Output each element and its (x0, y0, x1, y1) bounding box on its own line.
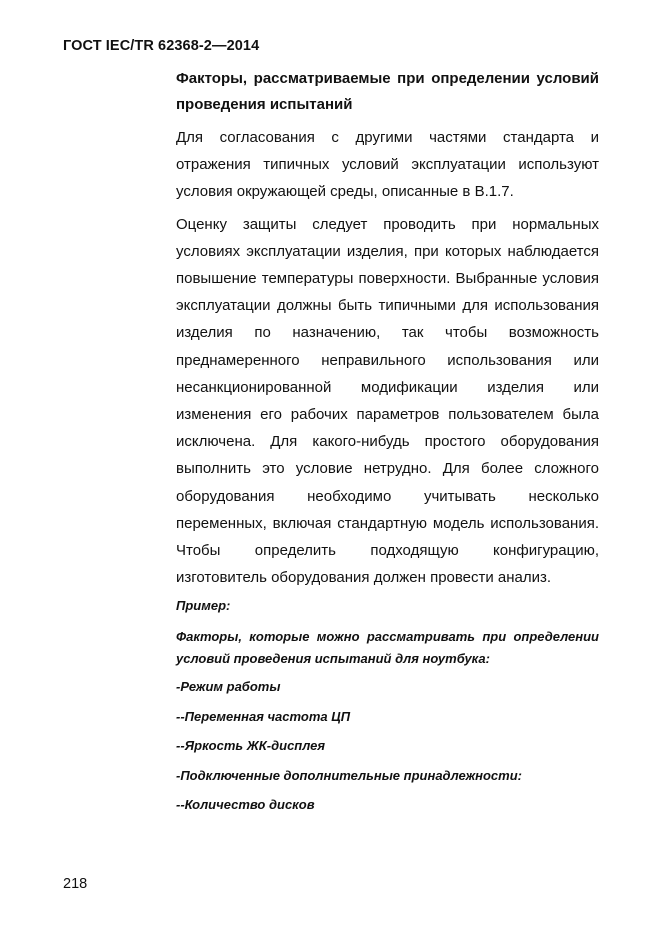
document-header: ГОСТ IEC/TR 62368-2—2014 (63, 38, 260, 54)
example-item-cpu-frequency: --Переменная частота ЦП (176, 708, 351, 724)
section-heading: Факторы, рассматриваемые при определении условий проведения испытаний (176, 70, 599, 113)
page-content (176, 66, 599, 825)
example-item-operating-mode: -Режим работы (176, 679, 281, 695)
example-intro: Факторы, которые можно рассматривать при определении условий проведения испытаний для ноутбука: (176, 629, 599, 667)
example-item-disk-count: --Количество дисков (176, 797, 315, 813)
paragraph-protection-assessment: Оценку защиты следует проводить при нормальных условиях эксплуатации изделия, при которых наблюдается повышение температуры поверхности. Выбранные условия эксплуатации должны быть типичными для использования изделия по назначению, так чтобы возможность преднамеренного неправильного использования или несанкционированной модификации изделия или изменения его рабочих параметров пользователем была исключена. Для какого-нибудь простого оборудования выполнить это условие нетрудно. Для более сложного оборудования необходимо учитывать несколько переменных, включая стандартную модель использования. Чтобы определить подходящую конфигурацию, изготовитель оборудования должен провести анализ. (176, 215, 599, 587)
example-item-lcd-brightness: --Яркость ЖК-дисплея (176, 738, 326, 754)
paragraph-environment-conditions: Для согласования с другими частями стандарта и отражения типичных условий эксплуатации используют условия окружающей среды, описанные в В.1.7. (176, 129, 599, 201)
page-number: 218 (63, 876, 88, 892)
example-item-accessories: -Подключенные дополнительные принадлежности: (176, 767, 522, 783)
example-label: Пример: (176, 598, 231, 614)
